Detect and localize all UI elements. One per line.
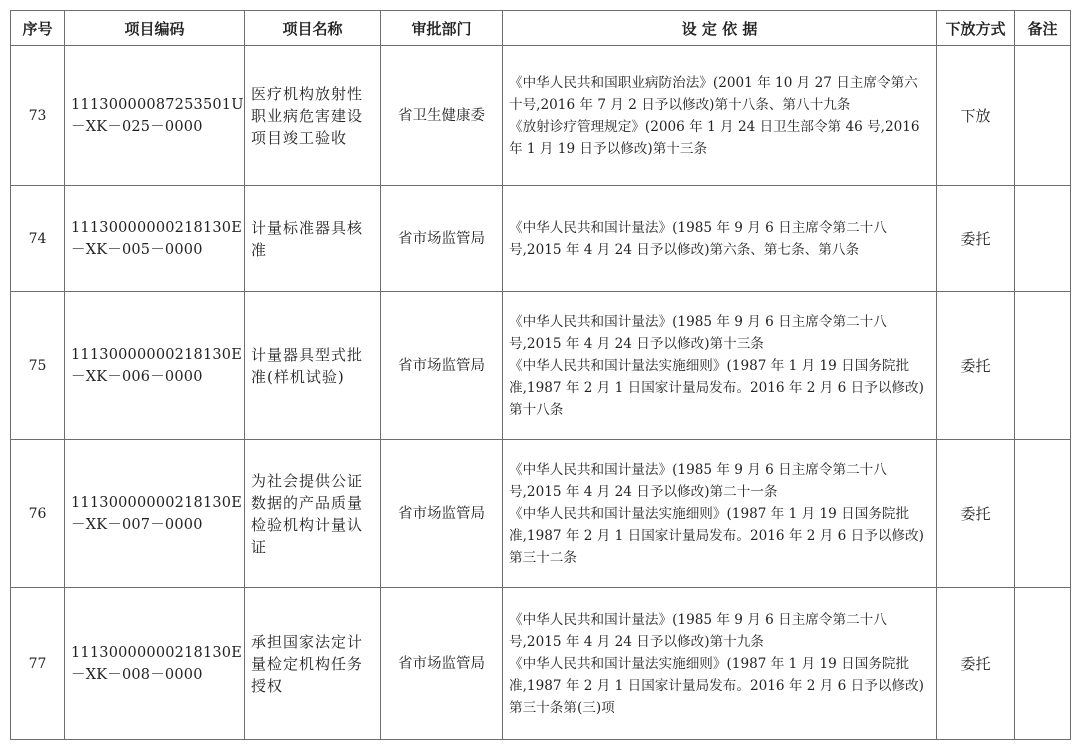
- row-basis: [503, 292, 937, 440]
- table-row: [11, 186, 1071, 292]
- row-dept: 省市场监管局: [381, 440, 503, 588]
- row-code-line1: 11130000000218130E: [71, 644, 243, 661]
- row-code: [65, 46, 245, 186]
- row-basis-text: 《中华人民共和国计量法》(1985 年 9 月 6 日主席令第二十八号,2015 年 4 月 24 日予以修改)第六条、第七条、第八条: [509, 219, 887, 258]
- row-code: [65, 186, 245, 292]
- header-basis: 设 定 依 据: [503, 11, 937, 46]
- header-note: 备注: [1015, 11, 1071, 46]
- row-basis: [503, 588, 937, 740]
- row-basis-text: 《中华人民共和国计量法》(1985 年 9 月 6 日主席令第二十八号,2015 年 4 月 24 日予以修改)第二十一条 《中华人民共和国计量法实施细则》(1987 年 1 月 19 日国务院批准,1987 年 2 月 1 日国家计量局发布。2016 年 2 月 6 日予以修改)第三十二条: [509, 461, 924, 566]
- row-name: 承担国家法定计量检定机构任务授权: [245, 588, 381, 740]
- header-method: 下放方式: [937, 11, 1015, 46]
- row-code: [65, 440, 245, 588]
- table-row: [11, 292, 1071, 440]
- row-code-line1: 11130000087253501U: [71, 96, 244, 113]
- row-code-line2: －XK－025－0000: [71, 118, 203, 135]
- header-code: 项目编码: [65, 11, 245, 46]
- row-dept: 省市场监管局: [381, 292, 503, 440]
- row-basis: [503, 46, 937, 186]
- row-seq: 75: [11, 292, 65, 440]
- row-basis-text: 《中华人民共和国计量法》(1985 年 9 月 6 日主席令第二十八号,2015 年 4 月 24 日予以修改)第十三条 《中华人民共和国计量法实施细则》(1987 年 1 月 19 日国务院批准,1987 年 2 月 1 日国家计量局发布。2016 年 2 月 6 日予以修改)第十八条: [509, 313, 924, 418]
- row-note: [1015, 588, 1071, 740]
- row-seq: 77: [11, 588, 65, 740]
- row-note: [1015, 186, 1071, 292]
- row-code-line1: 11130000000218130E: [71, 494, 243, 511]
- row-seq: 76: [11, 440, 65, 588]
- table-row: [11, 440, 1071, 588]
- row-dept: 省市场监管局: [381, 186, 503, 292]
- row-method: 委托: [937, 588, 1015, 740]
- row-note: [1015, 46, 1071, 186]
- row-name: 计量标准器具核准: [245, 186, 381, 292]
- header-seq: 序号: [11, 11, 65, 46]
- row-code-line2: －XK－008－0000: [71, 666, 203, 683]
- row-method: 委托: [937, 440, 1015, 588]
- row-code-line2: －XK－007－0000: [71, 516, 203, 533]
- row-method: 委托: [937, 186, 1015, 292]
- row-seq: 73: [11, 46, 65, 186]
- row-method: 下放: [937, 46, 1015, 186]
- row-basis: [503, 186, 937, 292]
- row-code-line2: －XK－006－0000: [71, 368, 203, 385]
- row-method: 委托: [937, 292, 1015, 440]
- row-code: [65, 588, 245, 740]
- row-code: [65, 292, 245, 440]
- row-basis-text: 《中华人民共和国职业病防治法》(2001 年 10 月 27 日主席令第六十号,2016 年 7 月 2 日予以修改)第十八条、第八十九条 《放射诊疗管理规定》(2006 年 1 月 24 日卫生部令第 46 号,2016 年 1 月 19 日予以修改)第十三条: [509, 74, 920, 157]
- row-note: [1015, 292, 1071, 440]
- row-note: [1015, 440, 1071, 588]
- row-code-line1: 11130000000218130E: [71, 219, 243, 236]
- row-code-line1: 11130000000218130E: [71, 346, 243, 363]
- row-name: 为社会提供公证数据的产品质量检验机构计量认证: [245, 440, 381, 588]
- header-dept: 审批部门: [381, 11, 503, 46]
- row-basis: [503, 440, 937, 588]
- row-name: 医疗机构放射性职业病危害建设项目竣工验收: [245, 46, 381, 186]
- row-code-line2: －XK－005－0000: [71, 241, 203, 258]
- header-name: 项目名称: [245, 11, 381, 46]
- table-row: [11, 588, 1071, 740]
- row-dept: 省市场监管局: [381, 588, 503, 740]
- table-header-row: [11, 11, 1071, 46]
- approval-items-table: [10, 10, 1071, 740]
- row-basis-text: 《中华人民共和国计量法》(1985 年 9 月 6 日主席令第二十八号,2015 年 4 月 24 日予以修改)第十九条 《中华人民共和国计量法实施细则》(1987 年 1 月 19 日国务院批准,1987 年 2 月 1 日国家计量局发布。2016 年 2 月 6 日予以修改)第三十条第(三)项: [509, 611, 924, 716]
- row-name: 计量器具型式批准(样机试验): [245, 292, 381, 440]
- row-dept: 省卫生健康委: [381, 46, 503, 186]
- row-seq: 74: [11, 186, 65, 292]
- table-row: [11, 46, 1071, 186]
